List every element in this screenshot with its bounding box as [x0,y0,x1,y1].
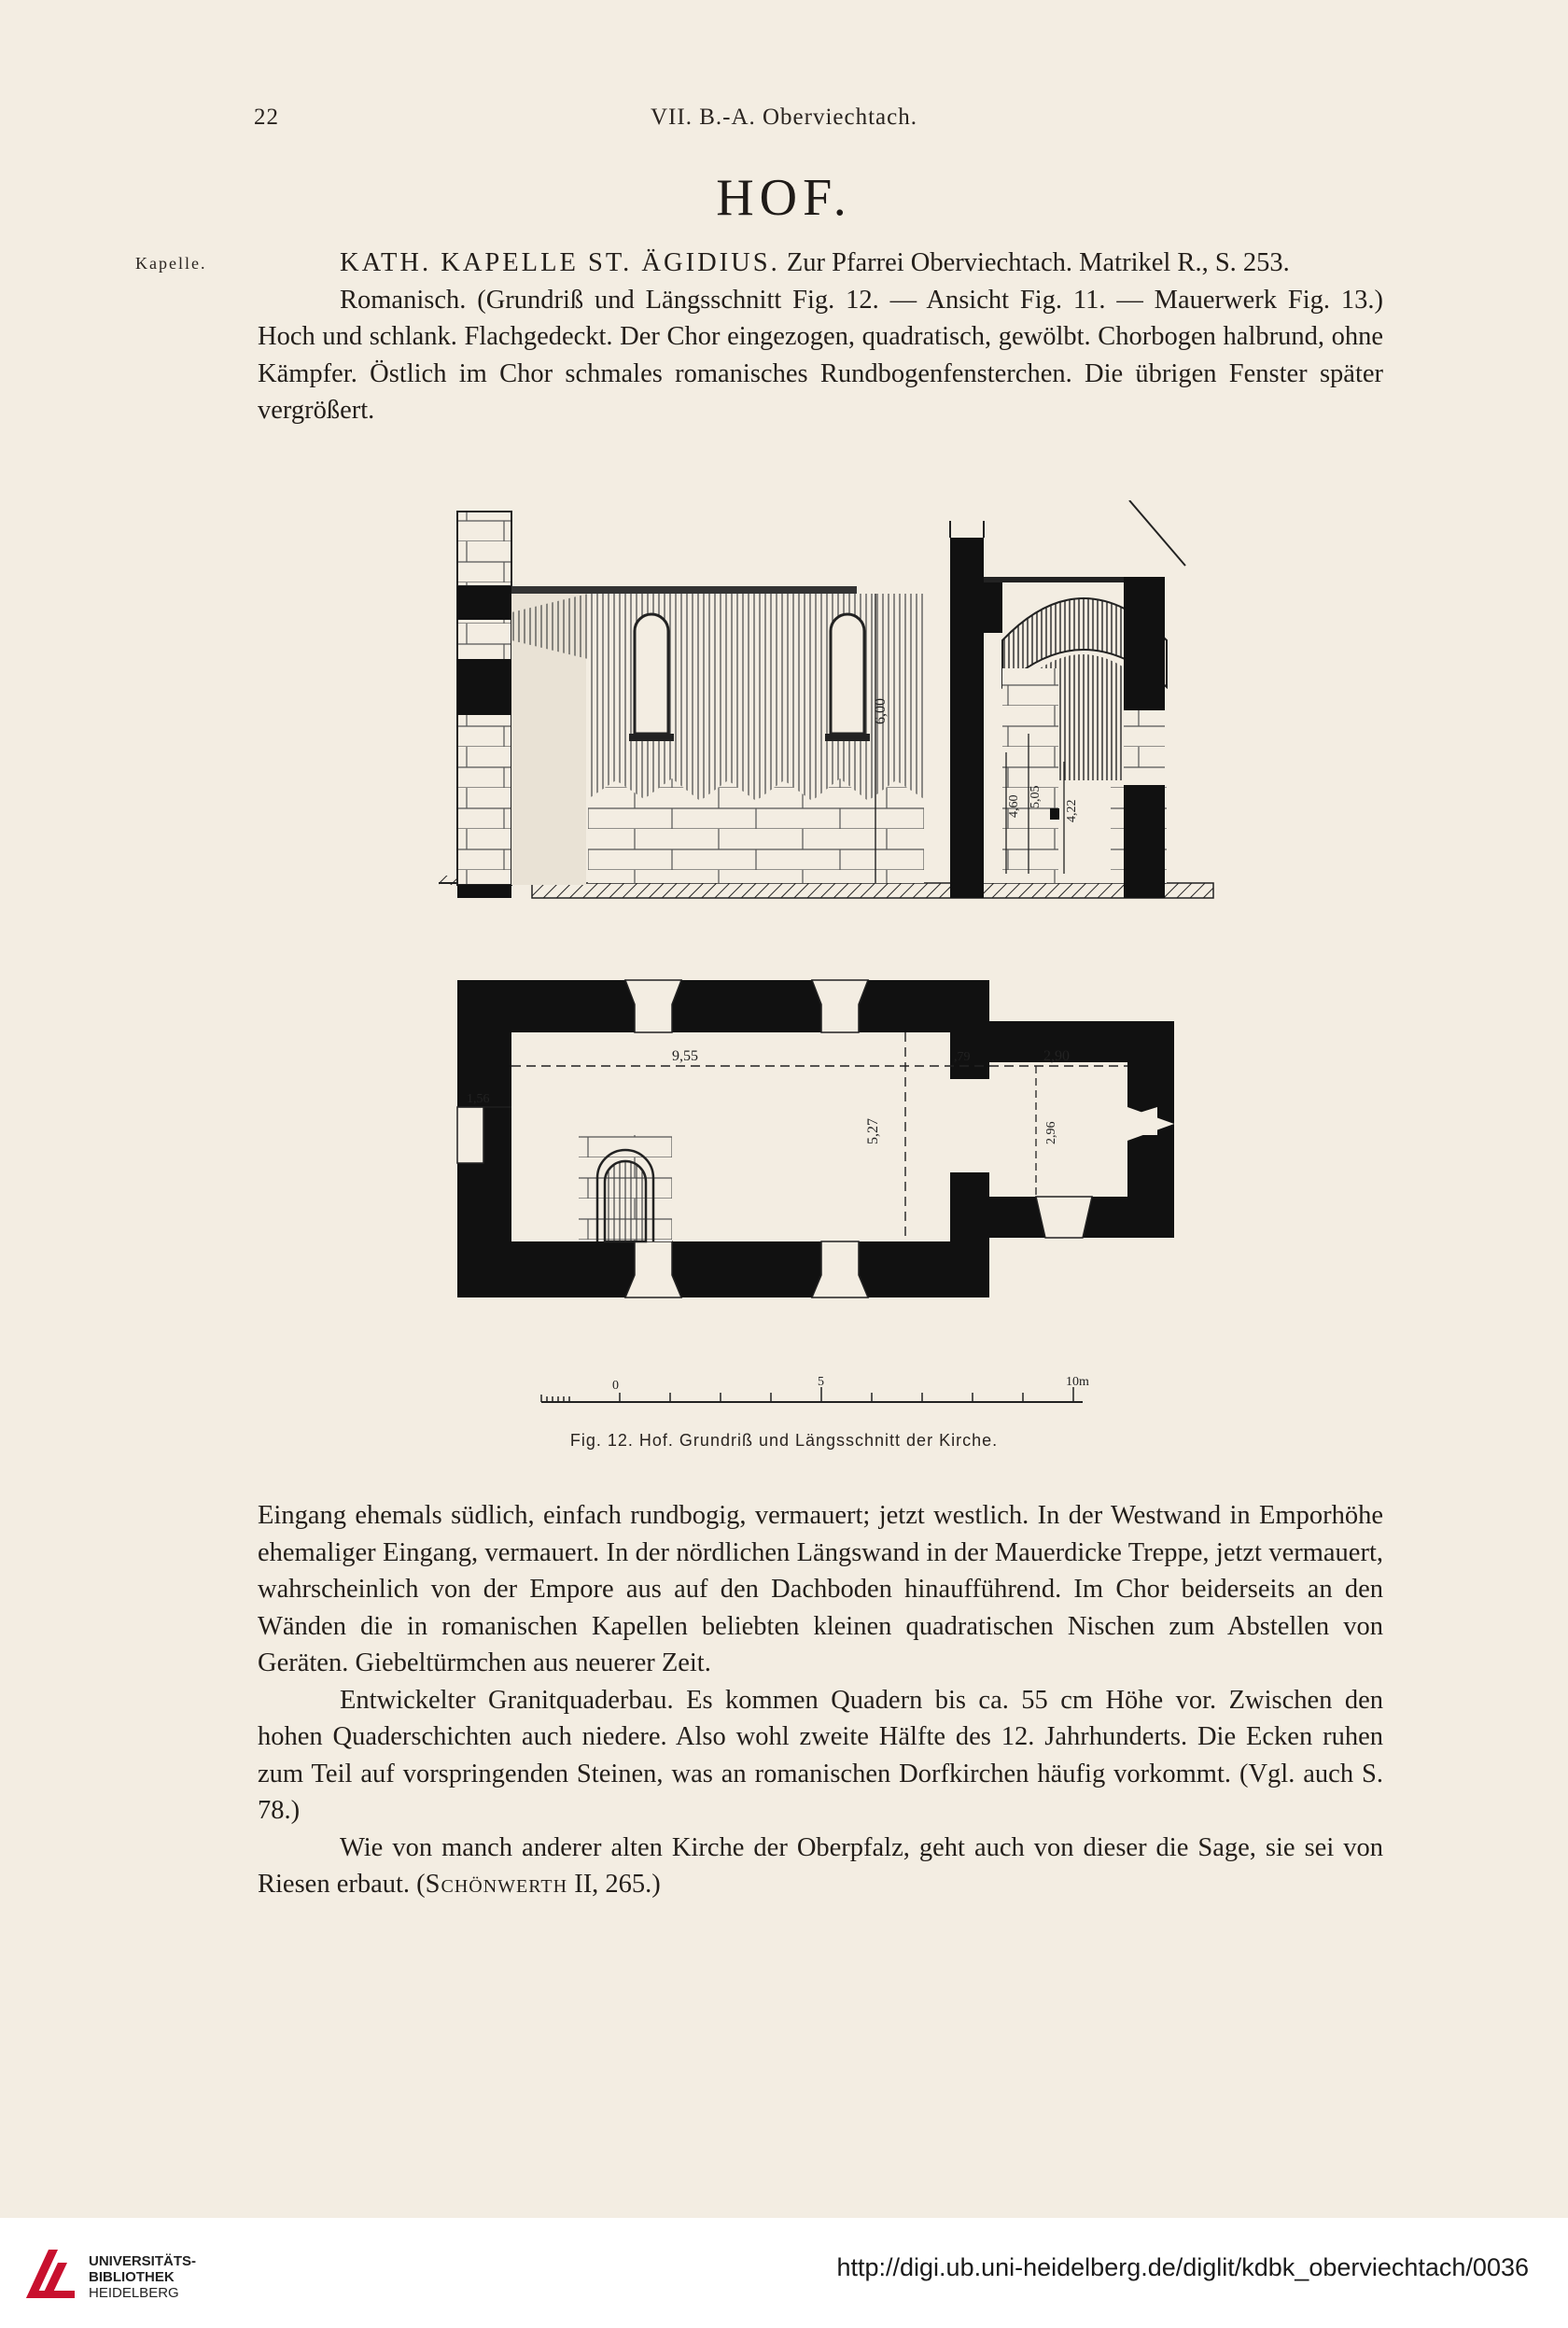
footer-bar [0,2218,1568,2328]
page-title: HOF. [716,169,852,227]
dim-section-2: 4,60 [1007,794,1021,818]
nave-window-1 [629,614,674,741]
longitudinal-section [439,500,1213,898]
ub-heidelberg-logo-icon [21,2244,80,2304]
dim-plan-1: 9,55 [672,1048,698,1064]
dim-plan-4: ,79 [954,1050,971,1064]
scale-bar [541,1375,1089,1402]
scale-label-0: 0 [612,1379,619,1393]
citation-author: Schönwerth [425,1870,568,1899]
nave-window-2 [825,614,870,741]
chapel-heading: KATH. KAPELLE ST. ÄGIDIUS. [340,248,780,277]
intro-text [258,245,1383,429]
running-head [0,105,1568,142]
paragraph-5 [258,1830,1383,1903]
paragraph-1 [258,245,1383,282]
paragraph-1-rest: Zur Pfarrei Oberviechtach. Matrikel R., S. 253. [786,248,1290,277]
ground-plan [457,980,1174,1297]
dim-section-3: 5,05 [1029,785,1043,808]
citation-ref: II, 265.) [574,1870,661,1899]
paragraph-5-main: Wie von manch anderer alten Kirche der Oberpfalz, geht auch von dieser die Sage, sie sei von Riesen erbaut. [258,1832,1383,1899]
dim-section-1: 6,00 [873,698,889,724]
library-name [89,2253,196,2301]
dim-plan-5: 2,90 [1043,1048,1070,1064]
library-line-2: BIBLIOTHEK [89,2269,175,2285]
margin-note: Kapelle. [135,254,207,273]
figure-drawing [439,500,1223,1434]
paragraph-4: Entwickelter Granitquaderbau. Es kommen Quadern bis ca. 55 cm Höhe vor. Zwischen den hohen Quaderschichten auch niedere. Also wohl zweite Hälfte des 12. Jahrhunderts. Die Ecken ruhen zum Teil auf vorspringenden Steinen, was an romanischen Dorfkirchen häufig vorkommt. (Vgl. auch S. 78.) [258,1685,1383,1825]
citation-open: ( [416,1870,426,1899]
scale-label-10: 10m [1066,1375,1089,1389]
paragraph-2: Romanisch. (Grundriß und Längsschnitt Fig. 12. — Ansicht Fig. 11. — Mauerwerk Fig. 13.) Hoch und schlank. Flachgedeckt. Der Chor eingezogen, quadratisch, gewölbt. Chorbogen halbrund, ohne Kämpfer. Östlich im Chor schmales romanisches Rundbogenfensterchen. Die übrigen Fenster später vergrößert. [258,285,1383,425]
dim-section-4: 4,22 [1065,799,1079,822]
figure-caption: Fig. 12. Hof. Grundriß und Längsschnitt der Kirche. [569,1431,999,1450]
dim-plan-3: 5,27 [865,1118,881,1144]
scale-label-5: 5 [818,1375,824,1389]
paragraph-3: Eingang ehemals südlich, einfach rundbogig, vermauert; jetzt westlich. In der Westwand in Emporhöhe ehemaliger Eingang, vermauert. In der nördlichen Längswand in der Mauerdicke Treppe, jetzt vermauert, wahrscheinlich von der Empore aus auf den Dachboden hinaufführend. Im Chor beiderseits an den Wänden die in romanischen Kapellen beliebten kleinen quadratischen Nischen zum Abstellen von Geräten. Giebeltürmchen aus neuerer Zeit. [258,1501,1383,1677]
dim-plan-2: 1,56 [467,1092,490,1106]
body-text [258,1497,1383,1903]
dim-plan-6: 2,96 [1044,1121,1058,1144]
library-line-3: HEIDELBERG [89,2285,179,2301]
library-line-1: UNIVERSITÄTS- [89,2253,197,2269]
running-title: VII. B.-A. Oberviechtach. [650,105,917,130]
page-number: 22 [254,105,279,130]
permalink-url[interactable]: http://digi.ub.uni-heidelberg.de/diglit/kdbk_oberviechtach/0036 [836,2253,1529,2281]
